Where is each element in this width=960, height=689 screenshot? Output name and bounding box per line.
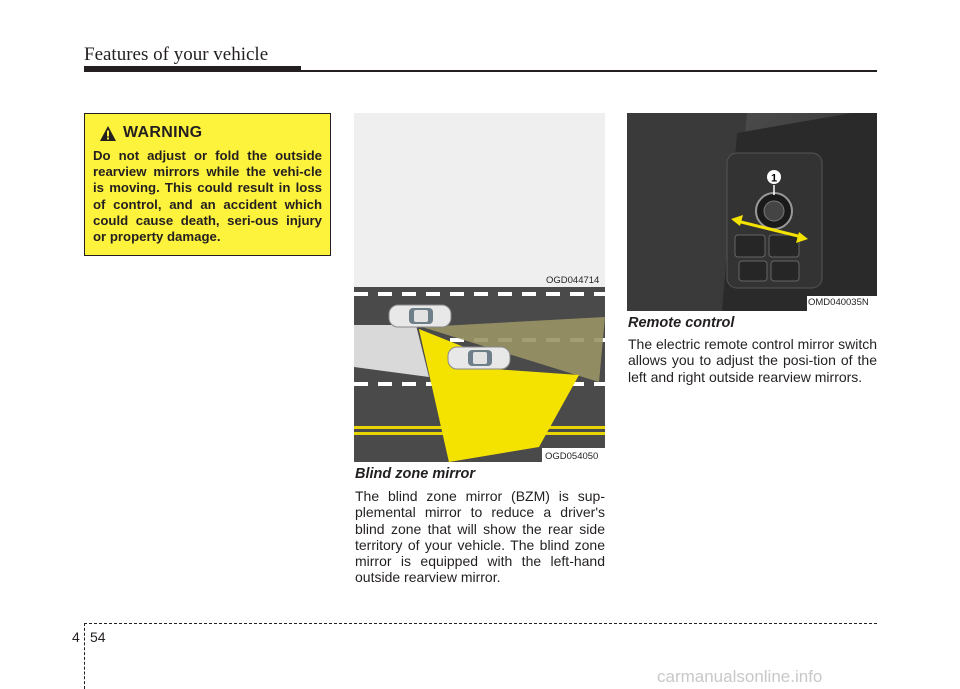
warning-title: WARNING — [123, 124, 203, 141]
page-chapter-number: 4 — [72, 629, 80, 645]
remote-control-heading: Remote control — [628, 315, 735, 331]
remote-callout-number: 1 — [770, 172, 778, 185]
warning-text: Do not adjust or fold the outside rearview mirrors while the vehi-cle is moving. This could result in loss of control, and an accident which could cause death, seri-ous injury or property damage. — [93, 148, 322, 245]
blind-zone-heading: Blind zone mirror — [355, 466, 476, 482]
blind-zone-mirror-image — [354, 113, 605, 287]
blind-zone-text: The blind zone mirror (BZM) is sup-plemental mirror to reduce a driver's blind zone that will show the rear side territory of your vehicle. The blind zone mirror is equipped with the left-hand outside rearview mirror. — [355, 488, 605, 586]
watermark-text: carmanualsonline.info — [657, 667, 823, 686]
page-number: 54 — [90, 629, 106, 645]
warning-box — [84, 113, 331, 256]
figure-code-blind-top: OGD044714 — [546, 275, 600, 286]
footer-dashed-rule — [84, 623, 877, 624]
blind-zone-diagram — [354, 287, 605, 462]
remote-control-text: The electric remote control mirror switch allows you to adjust the posi-tion of the left and right outside rearview mirrors. — [628, 336, 877, 385]
figure-code-remote: OMD040035N — [808, 297, 869, 308]
remote-control-switch-image — [627, 113, 877, 311]
warning-triangle-icon — [99, 125, 117, 142]
figure-code-blind-bottom: OGD054050 — [545, 451, 599, 462]
warning-header — [99, 124, 322, 142]
page-header-title: Features of your vehicle — [84, 44, 269, 65]
header-rule-thin — [301, 70, 877, 72]
header-rule-thick — [84, 66, 301, 72]
footer-dashed-divider — [84, 623, 85, 689]
